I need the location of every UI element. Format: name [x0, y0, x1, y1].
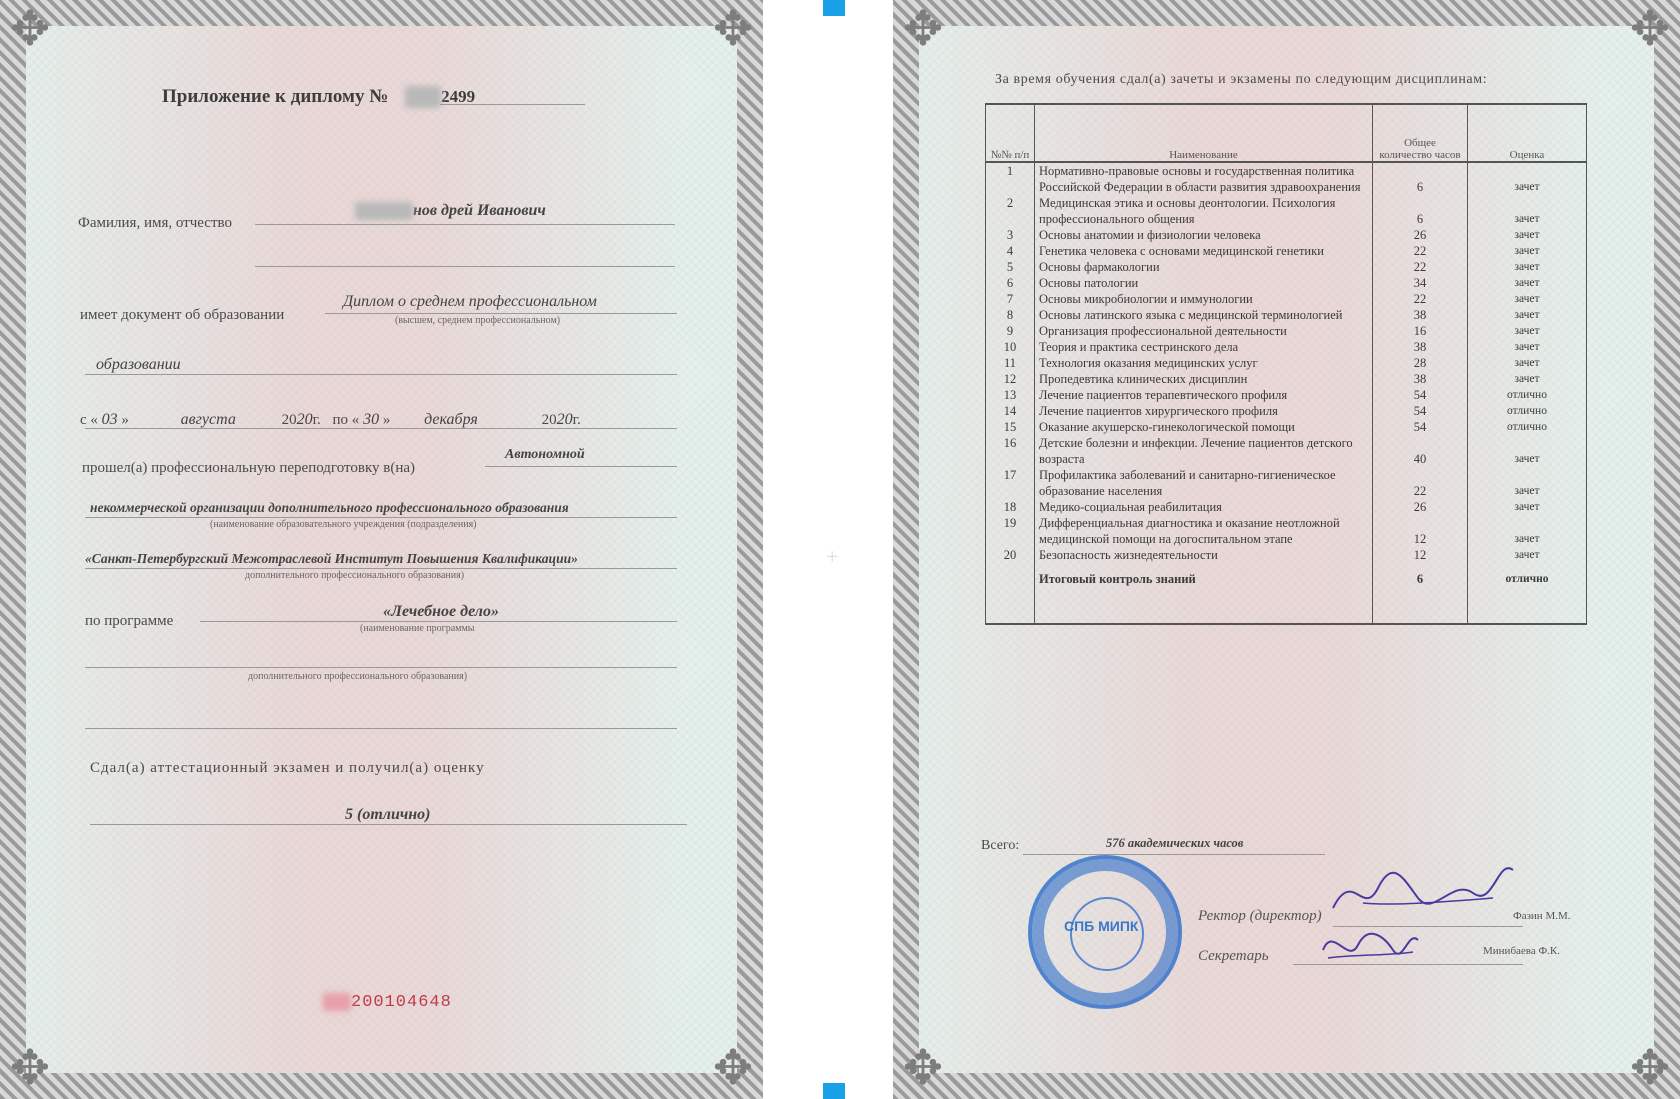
table-total-row — [986, 563, 1587, 624]
appendix-title-text: Приложение к диплому № — [162, 86, 389, 107]
serial-number: 200104648 — [351, 993, 452, 1012]
period-underline — [85, 428, 677, 429]
corner-ornament-icon: ✥ — [1629, 1042, 1671, 1095]
grade-cell: отлично — [1468, 419, 1587, 435]
table-row — [986, 275, 1587, 291]
hours-cell: 34 — [1373, 275, 1468, 291]
redacted-surname — [355, 202, 413, 220]
table-header-row — [986, 104, 1587, 162]
disciplines-intro: За время обучения сдал(а) зачеты и экзамены по следующим дисциплинам: — [995, 72, 1488, 87]
from-close: » — [121, 412, 129, 428]
appendix-title — [162, 86, 475, 108]
hours-cell: 12 — [1373, 515, 1468, 547]
crosshair-icon: + — [826, 544, 839, 569]
table-row — [986, 387, 1587, 403]
hours-cell: 22 — [1373, 467, 1468, 499]
grade-cell: отлично — [1468, 387, 1587, 403]
document-hint: (высшем, среднем профессиональном) — [395, 315, 561, 326]
table-row — [986, 355, 1587, 371]
discipline-name: Основы фармакологии — [1035, 259, 1373, 275]
row-number: 7 — [986, 291, 1035, 307]
from-year-suffix: г. — [312, 412, 321, 428]
organization-stamp — [1028, 855, 1182, 1009]
grade-cell: зачет — [1468, 259, 1587, 275]
row-number: 14 — [986, 403, 1035, 419]
document-underline — [325, 313, 677, 314]
diploma-appendix-front-page — [0, 0, 763, 1099]
grade-cell: зачет — [1468, 547, 1587, 563]
discipline-name: Оказание акушерско-гинекологической помощи — [1035, 419, 1373, 435]
hours-cell: 26 — [1373, 227, 1468, 243]
discipline-name: Генетика человека с основами медицинской генетики — [1035, 243, 1373, 259]
program-hint-2: дополнительного профессионального образования) — [248, 671, 468, 682]
row-number: 12 — [986, 371, 1035, 387]
row-number: 15 — [986, 419, 1035, 435]
corner-ornament-icon: ✥ — [902, 3, 944, 56]
total-hours: 6 — [1373, 563, 1468, 624]
hours-cell: 16 — [1373, 323, 1468, 339]
from-year-prefix: 20 — [281, 412, 297, 428]
secretary-name: Минибаева Ф.К. — [1483, 945, 1561, 957]
hours-cell: 6 — [1373, 195, 1468, 227]
row-number: 11 — [986, 355, 1035, 371]
table-row — [986, 435, 1587, 467]
redacted-serial-prefix — [323, 993, 351, 1011]
table-row — [986, 547, 1587, 563]
to-prefix: по « — [332, 412, 360, 428]
corner-ornament-icon: ✥ — [902, 1042, 944, 1095]
row-number: 2 — [986, 195, 1035, 227]
row-number: 8 — [986, 307, 1035, 323]
table-row — [986, 371, 1587, 387]
table-row — [986, 307, 1587, 323]
grade-cell: зачет — [1468, 339, 1587, 355]
to-month: декабря — [424, 411, 478, 428]
discipline-name: Пропедевтика клинических дисциплин — [1035, 371, 1373, 387]
fio-visible-text: нов дрей Иванович — [413, 202, 546, 219]
table-row — [986, 499, 1587, 515]
grade-cell: отлично — [1468, 403, 1587, 419]
corner-ornament-icon: ✥ — [1629, 3, 1671, 56]
from-prefix: с « — [80, 412, 98, 428]
discipline-name: Основы анатомии и физиологии человека — [1035, 227, 1373, 243]
grade-cell: зачет — [1468, 195, 1587, 227]
grade-cell: зачет — [1468, 291, 1587, 307]
exam-underline — [90, 824, 687, 825]
to-year-prefix: 20 — [541, 412, 557, 428]
table-row — [986, 259, 1587, 275]
row-number: 3 — [986, 227, 1035, 243]
discipline-name: Лечение пациентов терапевтического профиля — [1035, 387, 1373, 403]
period-row — [80, 411, 581, 429]
grade-cell: зачет — [1468, 243, 1587, 259]
table-row — [986, 403, 1587, 419]
header-grade: Оценка — [1468, 104, 1587, 162]
grade-cell: зачет — [1468, 307, 1587, 323]
hours-cell: 6 — [1373, 162, 1468, 195]
row-number: 5 — [986, 259, 1035, 275]
secretary-signature — [1313, 920, 1423, 970]
retraining-label: прошел(а) профессиональную переподготовку в(на) — [82, 460, 416, 476]
hours-cell: 28 — [1373, 355, 1468, 371]
organization-line-1: Автономной — [505, 447, 585, 462]
discipline-name: Основы латинского языка с медицинской терминологией — [1035, 307, 1373, 323]
fio-underline — [255, 224, 675, 225]
row-number: 1 — [986, 162, 1035, 195]
organization-hint-2: дополнительного профессионального образования) — [245, 570, 465, 581]
hours-cell: 22 — [1373, 291, 1468, 307]
hours-cell: 54 — [1373, 419, 1468, 435]
total-underline — [1023, 854, 1325, 855]
program-underline-3 — [85, 728, 677, 729]
hours-cell: 22 — [1373, 243, 1468, 259]
discipline-name: Профилактика заболеваний и санитарно-гигиеническое образование населения — [1035, 467, 1373, 499]
discipline-name: Организация профессиональной деятельности — [1035, 323, 1373, 339]
corner-ornament-icon: ✥ — [712, 1042, 754, 1095]
hours-cell: 54 — [1373, 387, 1468, 403]
discipline-name: Теория и практика сестринского дела — [1035, 339, 1373, 355]
org-underline-2 — [85, 517, 677, 518]
grade-cell: зачет — [1468, 323, 1587, 339]
fio-label: Фамилия, имя, отчество — [78, 215, 232, 231]
header-num: №№ п/п — [986, 104, 1035, 162]
hours-cell: 26 — [1373, 499, 1468, 515]
grade-cell: зачет — [1468, 355, 1587, 371]
ornamental-border — [0, 0, 763, 1099]
discipline-name: Лечение пациентов хирургического профиля — [1035, 403, 1373, 419]
row-number: 20 — [986, 547, 1035, 563]
hours-cell: 38 — [1373, 339, 1468, 355]
program-label: по программе — [85, 613, 174, 629]
to-close: » — [382, 412, 391, 428]
corner-ornament-icon: ✥ — [9, 3, 51, 56]
table-row — [986, 467, 1587, 499]
grade-cell: зачет — [1468, 162, 1587, 195]
table-row — [986, 227, 1587, 243]
rector-name: Фазин М.М. — [1513, 910, 1571, 922]
table-row — [986, 195, 1587, 227]
to-day: 30 — [363, 411, 380, 428]
scan-marker — [823, 0, 845, 16]
discipline-name: Медико-социальная реабилитация — [1035, 499, 1373, 515]
program-value: «Лечебное дело» — [383, 603, 499, 620]
discipline-name: Медицинская этика и основы деонтологии. Психология профессионального общения — [1035, 195, 1373, 227]
hours-cell: 38 — [1373, 307, 1468, 323]
table-row — [986, 515, 1587, 547]
corner-ornament-icon: ✥ — [9, 1042, 51, 1095]
secretary-label: Секретарь — [1198, 948, 1269, 964]
row-number: 18 — [986, 499, 1035, 515]
row-number: 13 — [986, 387, 1035, 403]
stamp-logo: СПБ МИПК — [1064, 918, 1139, 934]
discipline-name: Безопасность жизнедеятельности — [1035, 547, 1373, 563]
total-label: Всего: — [981, 838, 1020, 853]
grade-cell: зачет — [1468, 467, 1587, 499]
table-row — [986, 291, 1587, 307]
program-underline — [200, 621, 677, 622]
from-month: августа — [180, 411, 236, 428]
serial-block — [323, 993, 452, 1012]
hours-cell: 22 — [1373, 259, 1468, 275]
program-hint: (наименование программы — [360, 623, 475, 634]
organization-line-3: «Санкт-Петербургский Межотраслевой Институт Повышения Квалификации» — [85, 551, 578, 566]
header-name: Наименование — [1035, 104, 1373, 162]
total-value: 576 академических часов — [1106, 836, 1244, 850]
table-row — [986, 419, 1587, 435]
from-year: 20 — [296, 411, 313, 428]
grade-cell: зачет — [1468, 435, 1587, 467]
discipline-name: Основы микробиологии и иммунологии — [1035, 291, 1373, 307]
rector-signature — [1323, 858, 1523, 928]
rector-label: Ректор (директор) — [1198, 908, 1322, 924]
table-row — [986, 162, 1587, 195]
grade-cell: зачет — [1468, 371, 1587, 387]
table-row — [986, 323, 1587, 339]
org-underline-3 — [85, 568, 677, 569]
exam-grade: 5 (отлично) — [345, 806, 431, 823]
row-number: 19 — [986, 515, 1035, 547]
total-name: Итоговый контроль знаний — [1035, 563, 1373, 624]
discipline-name: Дифференциальная диагностика и оказание неотложной медицинской помощи на догоспитальном этапе — [1035, 515, 1373, 547]
disciplines-table — [985, 103, 1587, 625]
document-value-2: образовании — [96, 356, 181, 373]
grade-cell: зачет — [1468, 515, 1587, 547]
row-number-empty — [986, 563, 1035, 624]
fio-underline-2 — [255, 266, 675, 267]
row-number: 16 — [986, 435, 1035, 467]
org-underline-1 — [485, 466, 677, 467]
organization-hint: (наименование образовательного учреждения (подразделения) — [210, 519, 477, 530]
redacted-number-prefix — [405, 86, 441, 108]
diploma-number: 2499 — [441, 87, 476, 106]
discipline-name: Детские болезни и инфекции. Лечение пациентов детского возраста — [1035, 435, 1373, 467]
has-document-label: имеет документ об образовании — [80, 307, 285, 323]
program-underline-2 — [85, 667, 677, 668]
to-year-suffix: г. — [572, 412, 581, 428]
document-underline-2 — [85, 374, 677, 375]
to-year: 20 — [556, 411, 573, 428]
table-row — [986, 243, 1587, 259]
exam-label: Сдал(а) аттестационный экзамен и получил(а) оценку — [90, 760, 485, 776]
hours-cell: 54 — [1373, 403, 1468, 419]
hours-cell: 12 — [1373, 547, 1468, 563]
from-day: 03 — [101, 411, 118, 428]
total-grade: отлично — [1468, 563, 1587, 624]
diploma-appendix-back-page — [893, 0, 1680, 1099]
scan-marker — [823, 1083, 845, 1099]
number-underline — [440, 104, 585, 105]
grade-cell: зачет — [1468, 499, 1587, 515]
document-value-1: Диплом о среднем профессиональном — [343, 293, 597, 310]
stamp-inner-ring — [1070, 897, 1144, 971]
header-hours: Общее количество часов — [1373, 104, 1468, 162]
row-number: 6 — [986, 275, 1035, 291]
secretary-underline — [1293, 964, 1523, 965]
grade-cell: зачет — [1468, 275, 1587, 291]
discipline-name: Основы патологии — [1035, 275, 1373, 291]
fio-value — [355, 202, 546, 220]
row-number: 4 — [986, 243, 1035, 259]
hours-cell: 38 — [1373, 371, 1468, 387]
grade-cell: зачет — [1468, 227, 1587, 243]
row-number: 17 — [986, 467, 1035, 499]
organization-line-2: некоммерческой организации дополнительного профессионального образования — [90, 500, 569, 515]
table-row — [986, 339, 1587, 355]
hours-cell: 40 — [1373, 435, 1468, 467]
row-number: 9 — [986, 323, 1035, 339]
row-number: 10 — [986, 339, 1035, 355]
corner-ornament-icon: ✥ — [712, 3, 754, 56]
discipline-name: Нормативно-правовые основы и государственная политика Российской Федерации в области развития здравоохранения — [1035, 162, 1373, 195]
discipline-name: Технология оказания медицинских услуг — [1035, 355, 1373, 371]
